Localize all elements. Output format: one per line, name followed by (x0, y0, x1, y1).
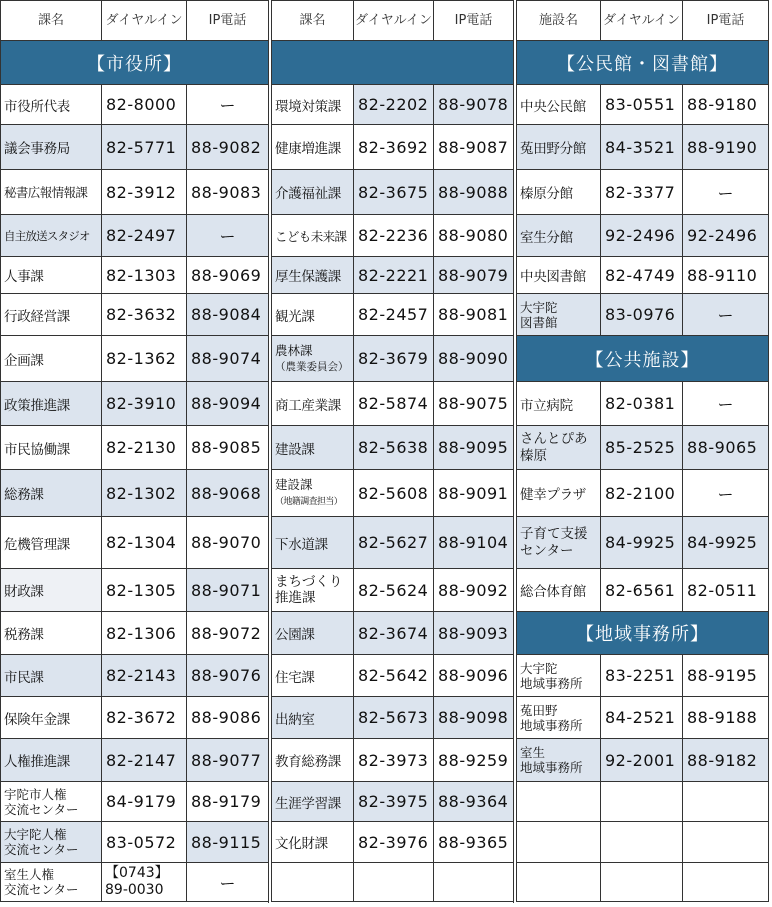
department-name: 自主放送スタジオ (1, 215, 102, 257)
ip-phone-number: 88-9182 (683, 739, 769, 782)
department-name: 市民協働課 (1, 426, 102, 470)
empty-cell (683, 822, 769, 863)
table-row (1, 170, 269, 215)
facility-name: 室生分館 (517, 215, 601, 257)
dial-in-number: 82-2202 (354, 85, 434, 125)
table-row (272, 612, 514, 655)
name-line-2: （農業委員会） (275, 360, 349, 373)
facility-name (517, 697, 601, 739)
dial-in-number: 82-1305 (102, 569, 187, 612)
ip-phone-number: 88-9082 (187, 125, 269, 170)
ip-phone-number: 88-9088 (434, 170, 514, 215)
empty-cell (517, 863, 601, 902)
ip-phone-number: 88-9081 (434, 294, 514, 336)
ip-phone-number: 88-9110 (683, 257, 769, 294)
empty-cell (517, 822, 601, 863)
name-line-2: （地籍調査担当） (275, 496, 343, 507)
department-name: 出納室 (272, 697, 354, 739)
table-row (517, 294, 769, 336)
dial-in-number: 82-2497 (102, 215, 187, 257)
ip-phone-number: ー (683, 470, 769, 517)
table-row (1, 569, 269, 612)
dial-in-number: 84-9179 (102, 782, 187, 822)
dial-in-number: 82-3674 (354, 612, 434, 655)
ip-phone-number: 88-9104 (434, 517, 514, 569)
facility-name (517, 426, 601, 470)
name-line-1: 室生 (520, 745, 546, 760)
ip-phone-number: 88-9086 (187, 697, 269, 739)
department-name: 文化財課 (272, 822, 354, 863)
dial-in-number: 82-3973 (354, 739, 434, 782)
ip-phone-number: 88-9096 (434, 655, 514, 697)
ip-phone-number: 88-9080 (434, 215, 514, 257)
table-row (272, 822, 514, 863)
dial-in-number: 82-8000 (102, 85, 187, 125)
name-line-2: 交流センター (4, 801, 79, 817)
dial-in-number (102, 863, 187, 902)
department-name: こども未来課 (272, 215, 354, 257)
directory-column-1 (0, 0, 269, 902)
ip-phone-number: 88-9190 (683, 125, 769, 170)
name-line-1: 農林課 (275, 342, 313, 358)
dial-in-number: 82-5673 (354, 697, 434, 739)
department-name: 介護福祉課 (272, 170, 354, 215)
dial-in-number: 84-9925 (601, 517, 683, 569)
department-name: 保険年金課 (1, 697, 102, 739)
name-line-2: 地域事務所 (520, 717, 583, 733)
ip-phone-number: 88-9087 (434, 125, 514, 170)
table-row (272, 294, 514, 336)
department-name: 住宅課 (272, 655, 354, 697)
ip-phone-number: 88-9094 (187, 382, 269, 426)
dial-in-number: 82-3912 (102, 170, 187, 215)
table-row (1, 782, 269, 822)
table-row (517, 697, 769, 739)
ip-phone-number: 88-9071 (187, 569, 269, 612)
dial-in-number: 82-3679 (354, 336, 434, 382)
ip-phone-number: 88-9084 (187, 294, 269, 336)
department-name: 下水道課 (272, 517, 354, 569)
dial-in-number: 83-0976 (601, 294, 683, 336)
name-line-1: 室生人権 (4, 867, 55, 882)
facility-name (517, 655, 601, 697)
department-name: 総務課 (1, 470, 102, 517)
empty-cell (517, 782, 601, 822)
facility-name: 中央図書館 (517, 257, 601, 294)
table-row (517, 470, 769, 517)
dial-in-number: 82-2130 (102, 426, 187, 470)
header-row (272, 1, 514, 41)
empty-cell (683, 863, 769, 902)
table-row (1, 655, 269, 697)
ip-phone-number: 88-9074 (187, 336, 269, 382)
ip-phone-number: 92-2496 (683, 215, 769, 257)
department-name (272, 569, 354, 612)
name-line-2: 図書館 (520, 314, 558, 330)
ip-phone-number: 88-9095 (434, 426, 514, 470)
ip-phone-number: 88-9365 (434, 822, 514, 863)
department-name (1, 822, 102, 863)
department-name: 健康増進課 (272, 125, 354, 170)
name-line-2: 交流センター (4, 882, 79, 897)
table-row (517, 426, 769, 470)
ip-phone-number: 88-9076 (187, 655, 269, 697)
table-row (1, 257, 269, 294)
table-row (517, 85, 769, 125)
table-row (1, 85, 269, 125)
dial-in-number: 85-2525 (601, 426, 683, 470)
table-row (272, 336, 514, 382)
ip-phone-number: 88-9091 (434, 470, 514, 517)
ip-phone-number: ー (683, 170, 769, 215)
table-row (272, 125, 514, 170)
dial-in-number: 82-3976 (354, 822, 434, 863)
ip-phone-number: 88-9077 (187, 739, 269, 782)
department-name: 環境対策課 (272, 85, 354, 125)
section-heading: 【公共施設】 (517, 336, 769, 382)
facility-name: 菟田野分館 (517, 125, 601, 170)
dial-in-number: 82-2143 (102, 655, 187, 697)
table-row (1, 426, 269, 470)
table-row (1, 739, 269, 782)
table-row (517, 125, 769, 170)
empty-cell (601, 782, 683, 822)
dial-in-number: 92-2496 (601, 215, 683, 257)
ip-phone-number: 88-9179 (187, 782, 269, 822)
dial-in-number: 82-2236 (354, 215, 434, 257)
department-name: 行政経営課 (1, 294, 102, 336)
dial-in-number: 82-1362 (102, 336, 187, 382)
empty-cell (601, 822, 683, 863)
department-name: 市民課 (1, 655, 102, 697)
name-line-2: 地域事務所 (520, 760, 583, 775)
table-row (517, 739, 769, 782)
empty-cell (601, 863, 683, 902)
name-line-2: 榛原 (520, 447, 547, 464)
name-line-1: 大宇陀 (520, 660, 558, 676)
department-name: 生涯学習課 (272, 782, 354, 822)
section-heading: 【市役所】 (1, 41, 269, 85)
ip-phone-number: ー (187, 85, 269, 125)
table-row (517, 569, 769, 612)
table-row (272, 517, 514, 569)
local-number: 89-0030 (105, 882, 164, 898)
table-row (1, 697, 269, 739)
table-row (1, 336, 269, 382)
ip-phone-number: 88-9195 (683, 655, 769, 697)
ip-phone-number: ー (683, 294, 769, 336)
dial-in-number: 82-3692 (354, 125, 434, 170)
section-heading: 【公民館・図書館】 (517, 41, 769, 85)
ip-phone-number: 88-9098 (434, 697, 514, 739)
dial-in-number: 82-5642 (354, 655, 434, 697)
ip-phone-number: ー (187, 863, 269, 902)
department-name: 財政課 (1, 569, 102, 612)
department-name: 建設課 (272, 426, 354, 470)
header-name: 課名 (272, 1, 354, 41)
facility-name (517, 517, 601, 569)
table-row (272, 569, 514, 612)
dial-in-number: 82-0381 (601, 382, 683, 426)
ip-phone-number: 84-9925 (683, 517, 769, 569)
table-row (272, 470, 514, 517)
department-name: 教育総務課 (272, 739, 354, 782)
table-row (272, 85, 514, 125)
table-row (1, 215, 269, 257)
facility-name: 榛原分館 (517, 170, 601, 215)
department-name: 議会事務局 (1, 125, 102, 170)
table-row (517, 382, 769, 426)
dial-in-number: 83-2251 (601, 655, 683, 697)
name-line-2: センター (520, 542, 574, 559)
department-name: 企画課 (1, 336, 102, 382)
dial-in-number: 82-2221 (354, 257, 434, 294)
facility-name: 総合体育館 (517, 569, 601, 612)
table-row (1, 470, 269, 517)
table-row (517, 822, 769, 863)
table-row (272, 863, 514, 902)
table-row (1, 863, 269, 902)
table-row (272, 655, 514, 697)
header-row (517, 1, 769, 41)
facility-name (517, 294, 601, 336)
department-name: 危機管理課 (1, 517, 102, 569)
name-line-2: 交流センター (4, 842, 79, 857)
table-row (272, 382, 514, 426)
ip-phone-number: 88-9180 (683, 85, 769, 125)
directory-column-3 (516, 0, 769, 902)
header-dial: ダイヤルイン (102, 1, 187, 41)
header-ip: IP電話 (434, 1, 514, 41)
department-name (1, 863, 102, 902)
ip-phone-number: 88-9065 (683, 426, 769, 470)
table-row (1, 294, 269, 336)
name-line-1: 大宇陀 (520, 299, 558, 315)
name-line-1: 大宇陀人権 (4, 827, 67, 842)
ip-phone-number: 88-9085 (187, 426, 269, 470)
dial-in-number: 82-1303 (102, 257, 187, 294)
table-row (272, 426, 514, 470)
table-row (1, 382, 269, 426)
empty-cell (683, 782, 769, 822)
header-dial: ダイヤルイン (354, 1, 434, 41)
table-row (272, 739, 514, 782)
table-row (1, 125, 269, 170)
empty-cell (354, 863, 434, 902)
ip-phone-number: 88-9259 (434, 739, 514, 782)
ip-phone-number: ー (187, 215, 269, 257)
dial-in-number: 92-2001 (601, 739, 683, 782)
table-row (517, 215, 769, 257)
ip-phone-number: 88-9090 (434, 336, 514, 382)
dial-in-number: 82-4749 (601, 257, 683, 294)
table-row (517, 517, 769, 569)
department-name: 厚生保護課 (272, 257, 354, 294)
empty-cell (272, 863, 354, 902)
ip-phone-number: 88-9188 (683, 697, 769, 739)
dial-in-number: 82-5638 (354, 426, 434, 470)
table-row (517, 257, 769, 294)
header-ip: IP電話 (683, 1, 769, 41)
header-name: 課名 (1, 1, 102, 41)
name-line-1: さんとぴあ (520, 430, 588, 447)
name-line-1: 菟田野 (520, 702, 558, 718)
ip-phone-number: 88-9092 (434, 569, 514, 612)
table-row (272, 215, 514, 257)
dial-in-number: 82-6561 (601, 569, 683, 612)
dial-in-number: 82-3975 (354, 782, 434, 822)
department-name (272, 470, 354, 517)
name-line-2: 推進課 (275, 590, 316, 606)
department-name (1, 782, 102, 822)
name-line-1: まちづくり (275, 574, 343, 590)
dial-in-number: 82-3632 (102, 294, 187, 336)
ip-phone-number: 88-9083 (187, 170, 269, 215)
department-name: 商工産業課 (272, 382, 354, 426)
department-name: 秘書広報情報課 (1, 170, 102, 215)
ip-phone-number: ー (683, 382, 769, 426)
ip-phone-number: 88-9079 (434, 257, 514, 294)
table-row (272, 697, 514, 739)
dial-in-number: 82-5874 (354, 382, 434, 426)
section-heading: 【地域事務所】 (517, 612, 769, 655)
dial-in-number: 82-5608 (354, 470, 434, 517)
dial-in-number: 82-3377 (601, 170, 683, 215)
dial-in-number: 82-1302 (102, 470, 187, 517)
name-line-2: 地域事務所 (520, 675, 583, 691)
department-name: 人事課 (1, 257, 102, 294)
header-row (1, 1, 269, 41)
ip-phone-number: 88-9072 (187, 612, 269, 655)
facility-name: 市立病院 (517, 382, 601, 426)
ip-phone-number: 88-9069 (187, 257, 269, 294)
table-row (1, 517, 269, 569)
header-name: 施設名 (517, 1, 601, 41)
ip-phone-number: 88-9093 (434, 612, 514, 655)
department-name: 政策推進課 (1, 382, 102, 426)
dial-in-number: 82-5624 (354, 569, 434, 612)
department-name: 観光課 (272, 294, 354, 336)
ip-phone-number: 88-9078 (434, 85, 514, 125)
name-line-1: 子育て支援 (520, 525, 588, 542)
dial-in-number: 82-3672 (102, 697, 187, 739)
ip-phone-number: 88-9068 (187, 470, 269, 517)
ip-phone-number: 82-0511 (683, 569, 769, 612)
dial-in-number: 83-0551 (601, 85, 683, 125)
dial-in-number: 82-3910 (102, 382, 187, 426)
dial-in-number: 82-2457 (354, 294, 434, 336)
dial-in-number: 82-5771 (102, 125, 187, 170)
header-ip: IP電話 (187, 1, 269, 41)
department-name: 公園課 (272, 612, 354, 655)
department-name: 市役所代表 (1, 85, 102, 125)
table-row (1, 612, 269, 655)
ip-phone-number: 88-9070 (187, 517, 269, 569)
dial-in-number: 82-3675 (354, 170, 434, 215)
department-name: 税務課 (1, 612, 102, 655)
department-name (272, 336, 354, 382)
dial-in-number: 82-2100 (601, 470, 683, 517)
directory-column-2 (271, 0, 514, 902)
dial-in-number: 84-2521 (601, 697, 683, 739)
area-code: 【0743】 (105, 865, 169, 881)
table-row (1, 822, 269, 863)
table-row (517, 170, 769, 215)
dial-in-number: 82-1306 (102, 612, 187, 655)
header-dial: ダイヤルイン (601, 1, 683, 41)
table-row (517, 655, 769, 697)
facility-name: 中央公民館 (517, 85, 601, 125)
section-heading-spacer (272, 41, 514, 85)
table-row (517, 782, 769, 822)
ip-phone-number: 88-9075 (434, 382, 514, 426)
name-line-1: 宇陀市人権 (4, 786, 67, 802)
dial-in-number: 82-1304 (102, 517, 187, 569)
dial-in-number: 82-5627 (354, 517, 434, 569)
table-row (272, 782, 514, 822)
dial-in-number: 83-0572 (102, 822, 187, 863)
dial-in-number: 82-2147 (102, 739, 187, 782)
facility-name: 健幸プラザ (517, 470, 601, 517)
table-row (517, 863, 769, 902)
table-row (272, 170, 514, 215)
ip-phone-number: 88-9115 (187, 822, 269, 863)
empty-cell (434, 863, 514, 902)
department-name: 人権推進課 (1, 739, 102, 782)
dial-in-number: 84-3521 (601, 125, 683, 170)
ip-phone-number: 88-9364 (434, 782, 514, 822)
name-line-1: 建設課 (275, 476, 313, 492)
facility-name (517, 739, 601, 782)
table-row (272, 257, 514, 294)
